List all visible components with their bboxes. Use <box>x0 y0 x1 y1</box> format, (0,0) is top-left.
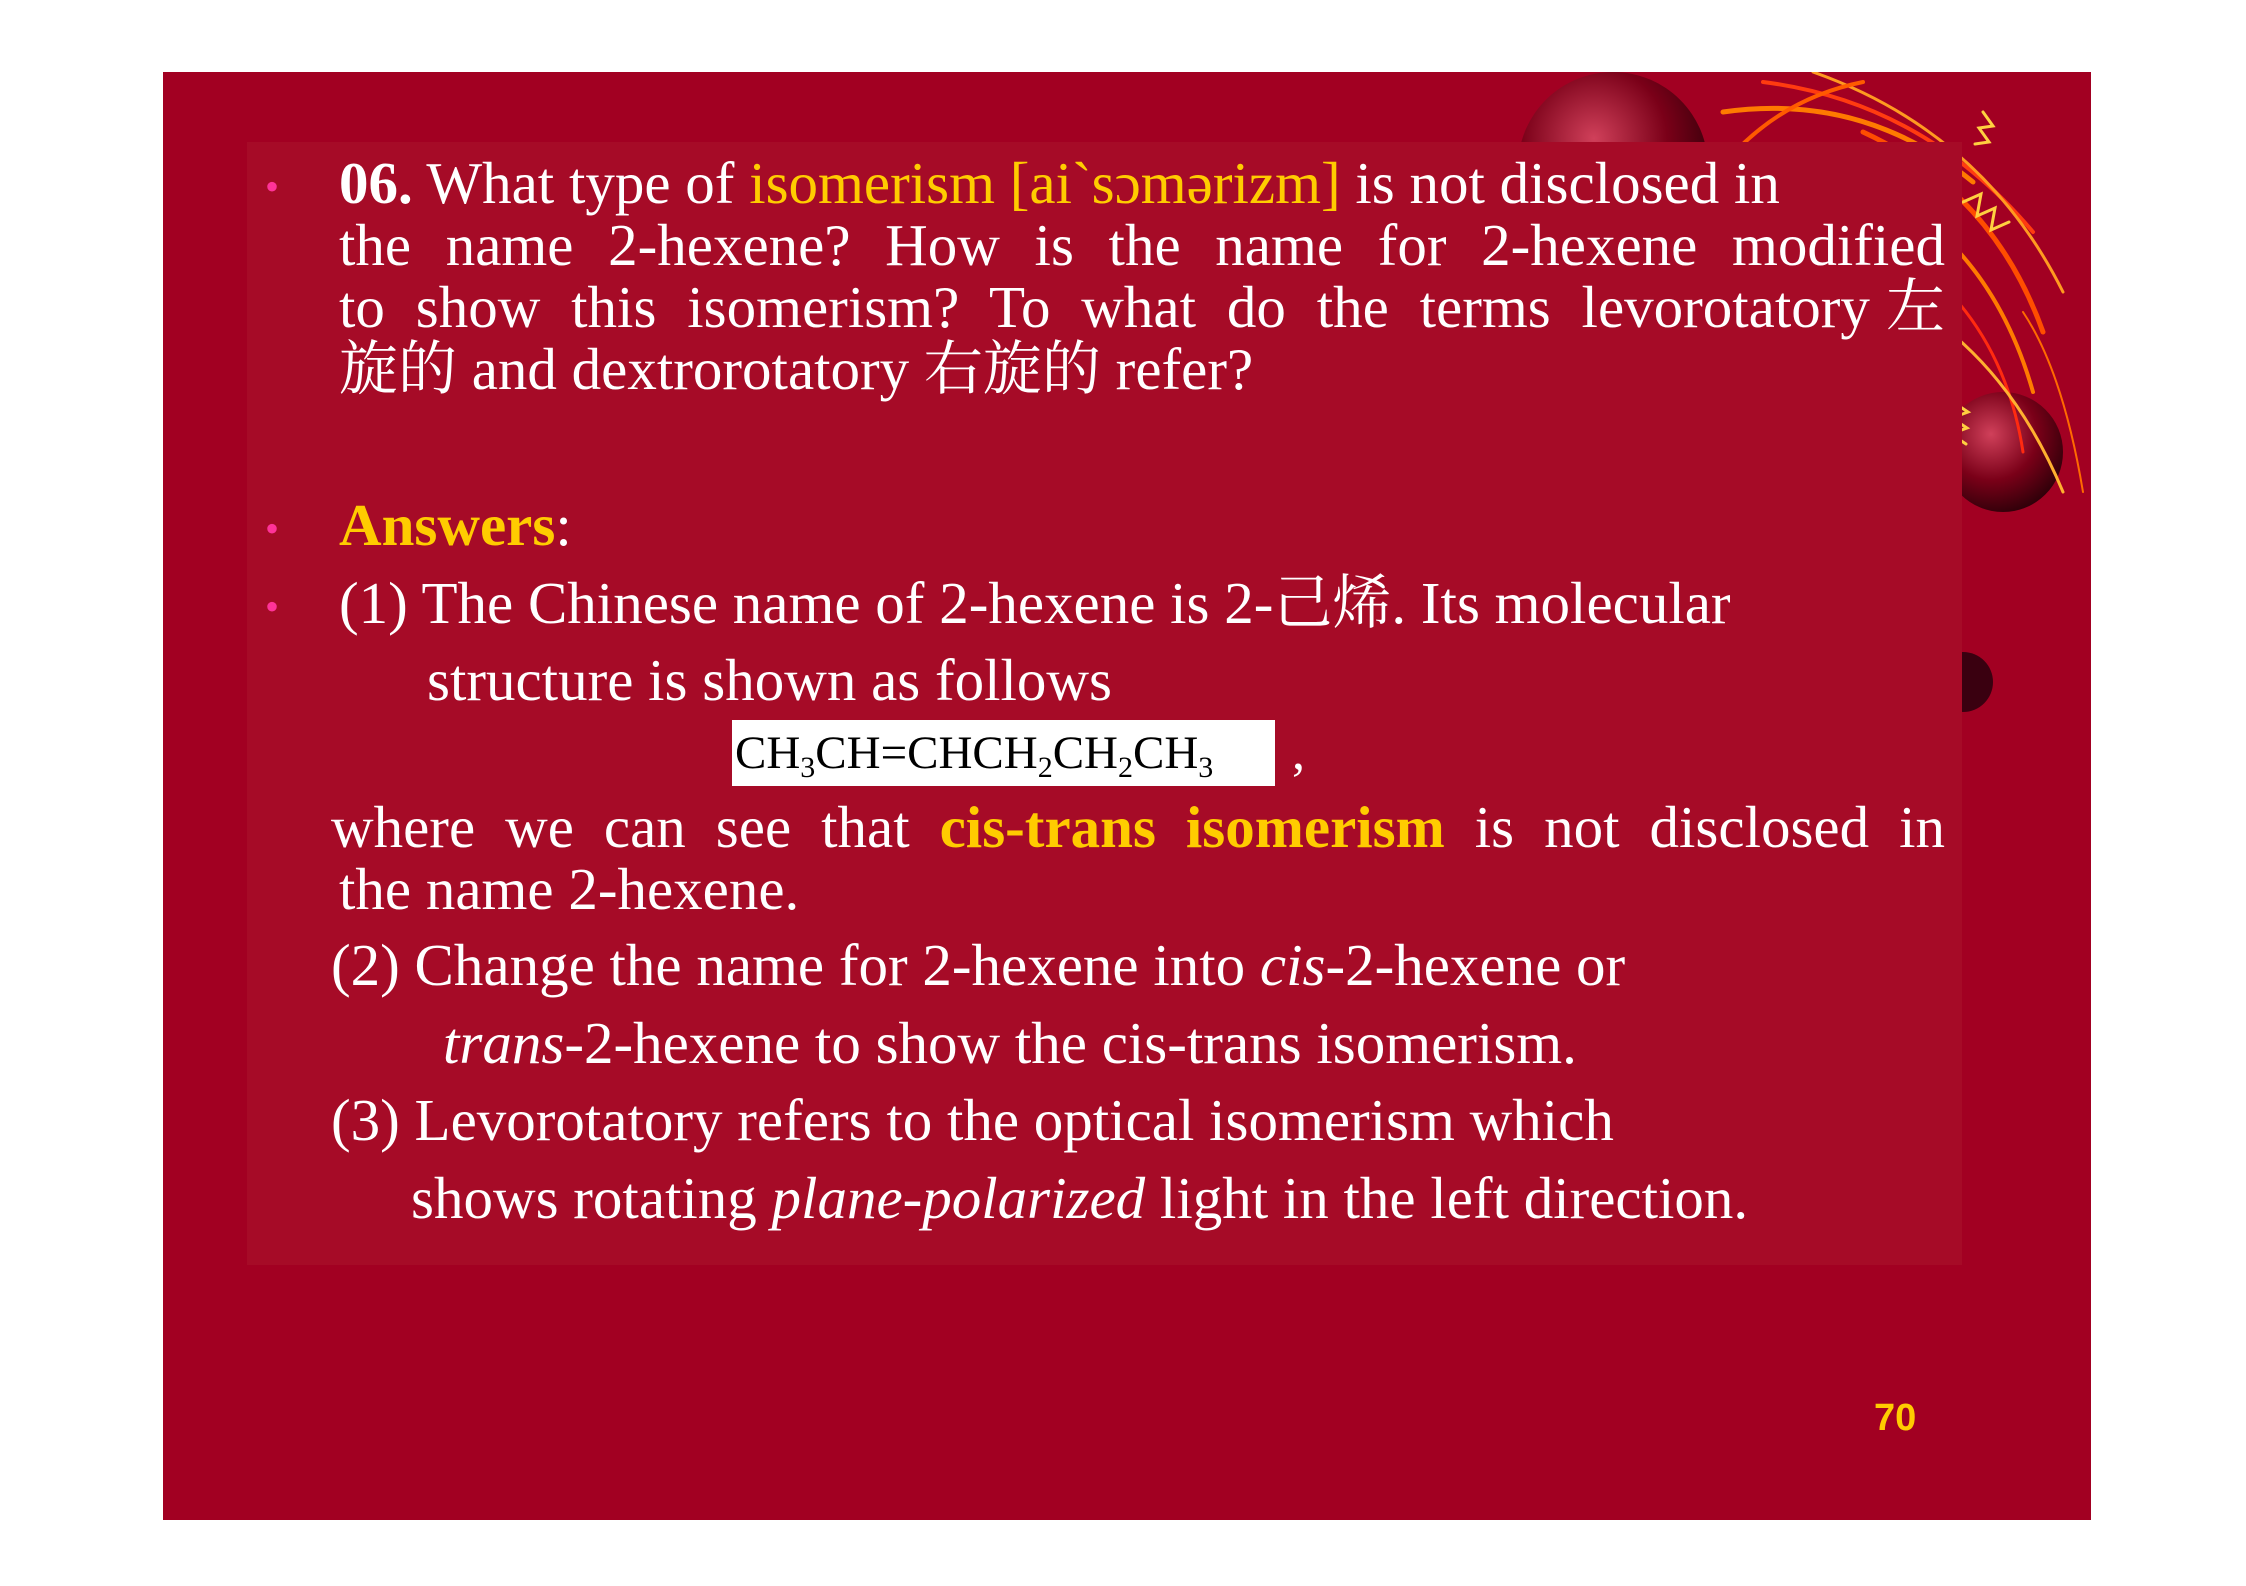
answer-3-term-plane-polarized: plane-polarized <box>771 1165 1146 1231</box>
answer-1-line-4: the name 2-hexene. <box>339 856 800 922</box>
formula-part-4: CH <box>1132 727 1199 779</box>
page-number: 70 <box>1874 1397 1917 1439</box>
answers-heading-line <box>339 494 572 556</box>
answer-1-line-1: (1) The Chinese name of 2-hexene is 2-己烯. Its molecular <box>339 570 1731 636</box>
question-text-1b: is not disclosed in <box>1340 150 1780 216</box>
molecular-formula <box>732 720 1275 786</box>
answer-2-line-1-post: -2-hexene or <box>1325 932 1626 998</box>
answers-heading-colon: : <box>555 492 572 558</box>
question-term-isomerism: isomerism [aiˋsɔmərizm] <box>749 150 1341 216</box>
question-line-1 <box>339 152 1780 214</box>
answer-1-line-3-post: is not disclosed in <box>1444 794 1945 860</box>
answer-3-line-2-post: light in the left direction. <box>1145 1165 1749 1231</box>
question-line-3: to show this isomerism? To what do the terms levorotatory左 <box>339 274 1945 340</box>
bullet-answers: • <box>265 506 280 551</box>
answer-2-line-2 <box>443 1012 1577 1074</box>
answer-3-line-2-pre: shows rotating <box>411 1165 772 1231</box>
formula-part-2: CH=CHCH <box>815 727 1038 779</box>
answer-2-line-1 <box>331 934 1625 996</box>
slide <box>163 72 2091 1520</box>
answer-3-line-1: (3) Levorotatory refers to the optical isomerism which <box>331 1087 1614 1153</box>
question-text-1a: What type of <box>412 150 750 216</box>
answer-2-cis: cis <box>1259 932 1326 998</box>
answer-2-trans: trans <box>443 1010 565 1076</box>
formula-sub-2: 2 <box>1037 751 1053 784</box>
formula-part-3: CH <box>1052 727 1118 779</box>
question-line-4: 旋的 and dextrorotatory 右旋的 refer? <box>339 336 1254 402</box>
answer-2-line-1-pre: (2) Change the name for 2-hexene into <box>331 932 1260 998</box>
formula-sub-1: 3 <box>800 751 816 784</box>
answer-2-line-2-post: -2-hexene to show the cis-trans isomerism. <box>564 1010 1577 1076</box>
formula-comma: , <box>1292 724 1305 781</box>
formula-part-1: CH <box>735 727 801 779</box>
answer-1-line-3-pre: where we can see that <box>331 794 940 860</box>
question-line-2: the name 2-hexene? How is the name for 2-hexene modified <box>339 212 1945 278</box>
question-number: 06. <box>339 150 413 216</box>
answer-1-term-cis-trans: cis-trans isomerism <box>939 794 1445 860</box>
answer-1-line-2: structure is shown as follows <box>427 647 1112 713</box>
formula-sub-4: 3 <box>1198 751 1214 784</box>
answer-1-line-3 <box>331 796 1945 858</box>
answers-heading: Answers <box>339 492 556 558</box>
answer-3-line-2 <box>411 1167 1748 1229</box>
bullet-answer-1: • <box>265 584 280 629</box>
formula-sub-3: 2 <box>1117 751 1133 784</box>
bullet-question: • <box>265 164 280 209</box>
